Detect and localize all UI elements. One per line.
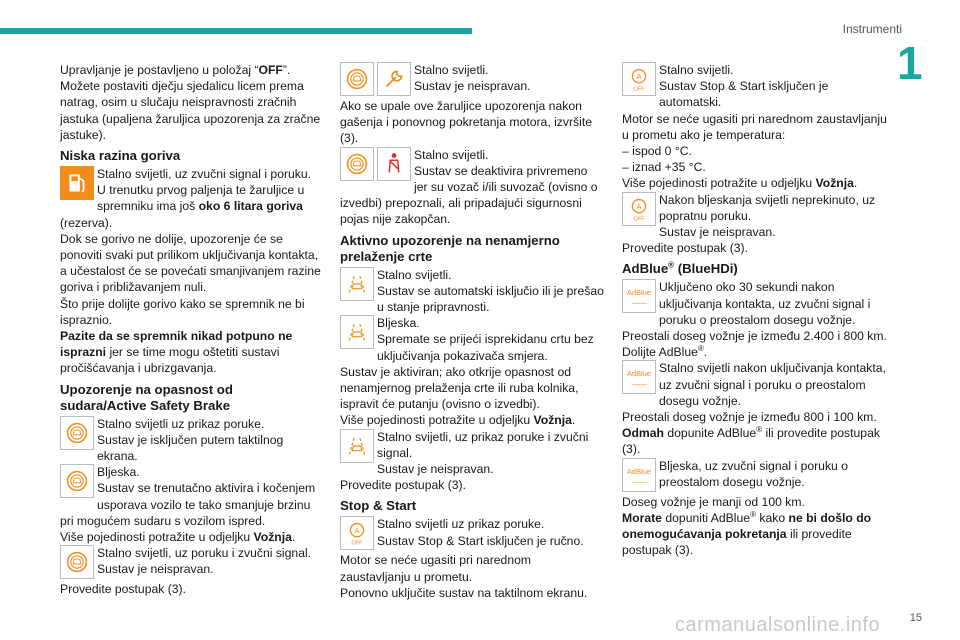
collision-warning-icon: [60, 416, 94, 450]
adblue-range-3: Doseg vožnje je manji od 100 km.: [622, 494, 805, 509]
collision-warning-icon: [60, 545, 94, 579]
temp-list-item-1: – ispod 0 °C.: [622, 144, 692, 159]
lane-text-3: Stalno svijetli, uz prikaz poruke i zvučni signal. Sustav je neispravan.: [377, 429, 589, 477]
lane-block-3: [340, 429, 604, 478]
seatbelt-text: Stalno svijetli. Sustav se deaktivira privremeno jer su vozač i/ili suvozač (ovisno o izvedbi) prepoznali, ali pripadajući sigurnosni pojas nije zakopčan.: [340, 147, 598, 227]
fuel-text: Stalno svijetli, uz zvučni signal i poruku. U trenutku prvog paljenja te žaruljice u spremniku ima još oko 6 litara goriva (rezerva).: [60, 167, 312, 230]
adblue-refill-3: Morate dopuniti AdBlue® kako ne bi došlo do onemogućavanja pokretanja ili provedite postupak (3).: [622, 509, 872, 558]
lane-paragraph-2: Sustav je aktiviran; ako otkrije opasnost od nenamjernog prelaženja crte ili ruba kolnika, ispravit će putanju (ovisno o izvedbi).: [340, 364, 579, 412]
stopstart-block-3: [622, 192, 888, 241]
stopstart-procedure: Provedite postupak (3).: [622, 241, 749, 256]
temp-list-item-2: – iznad +35 °C.: [622, 160, 706, 175]
fault-block: [340, 62, 604, 98]
column-3: [622, 62, 888, 558]
lane-block-1: [340, 267, 604, 316]
stop-start-letter: A: [354, 526, 360, 536]
brake-heading: Upozorenje na opasnost od sudara/Active Safety Brake: [60, 381, 233, 413]
stop-start-off-icon: [340, 516, 374, 550]
brake-block-1: [60, 416, 322, 465]
stop-start-off-icon: [622, 192, 656, 226]
stopstart-temp-intro: Motor se neće ugasiti pri narednom zaustavljanju u prometu ako je temperatura:: [622, 111, 887, 142]
fuel-paragraph-3: Što prije dolijte gorivo kako se spremnik ne bi ispraznio.: [60, 296, 305, 327]
adblue-text-1: Uključeno oko 30 sekundi nakon uključivanja kontakta, uz zvučni signal i poruku o preostalom dosegu vožnje.: [659, 280, 871, 327]
adblue-text-3: Bljeska, uz zvučni signal i poruku o preostalom dosegu vožnje.: [659, 458, 849, 489]
lane-departure-icon: [340, 267, 374, 301]
fuel-paragraph-2: Dok se gorivo ne dolije, upozorenje će se ponoviti svaki put prilikom uključivanja kontakta, a učestalost će se povećati smanjivanjem razine goriva i približavanjem nuli.: [60, 231, 321, 295]
brake-more-link: Više pojedinosti potražite u odjeljku Vožnja.: [60, 530, 296, 545]
lane-heading: Aktivno upozorenje na nenamjerno prelaženje crte: [340, 232, 560, 264]
off-label: OFF: [351, 540, 363, 547]
brake-procedure: Provedite postupak (3).: [60, 582, 187, 597]
lane-more-link: Više pojedinosti potražite u odjeljku Vožnja.: [340, 413, 576, 428]
lane-block-2: [340, 315, 604, 364]
stopstart-text-2: Stalno svijetli. Sustav Stop & Start isključen je automatski.: [659, 63, 829, 110]
fuel-pump-icon: [60, 166, 94, 200]
adblue-icon: AdBlue ﹏﹏: [622, 360, 656, 394]
stopstart-more-link: Više pojedinosti potražite u odjeljku Vožnja.: [622, 176, 858, 191]
fault-more: Ako se upale ove žaruljice upozorenja nakon gašenja i ponovnog pokretanja motora, izvršite (3).: [340, 99, 593, 146]
chapter-number: 1: [897, 37, 923, 89]
brake-block-3: [60, 545, 322, 581]
wrench-icon: [377, 62, 411, 96]
adblue-range-2: Preostali doseg vožnje je između 800 i 100 km.: [622, 410, 877, 425]
stop-start-letter: A: [636, 201, 642, 211]
lane-departure-icon: [340, 315, 374, 349]
seatbelt-block: [340, 147, 604, 228]
header-accent-bar: [0, 28, 472, 34]
page-number: 15: [909, 612, 922, 624]
lane-departure-icon: [340, 429, 374, 463]
stop-start-off-icon: [622, 62, 656, 96]
brake-text-2: Bljeska. Sustav se trenutačno aktivira i kočenjem usporava vozilo te tako smanjuje brzinu pri mogućem sudaru s vozilom ispred.: [60, 465, 316, 528]
column-2: [340, 62, 604, 601]
lane-procedure: Provedite postupak (3).: [340, 478, 467, 493]
section-title: Instrumenti: [842, 22, 902, 36]
adblue-icon: AdBlue ﹏﹏: [622, 458, 656, 492]
fault-text: Stalno svijetli. Sustav je neispravan.: [414, 63, 531, 94]
adblue-refill-2: Odmah dopunite AdBlue® ili provedite postupak (3).: [622, 425, 880, 457]
stop-start-letter: A: [636, 72, 642, 81]
stopstart-paragraph-3: Ponovno uključite sustav na taktilnom ekranu.: [340, 585, 588, 600]
stopstart-text-3: Nakon bljeskanja svijetli neprekinuto, uz popratnu poruku. Sustav je neispravan.: [659, 192, 876, 240]
stopstart-block-2: [622, 62, 888, 111]
adblue-refill-1: Dolijte AdBlue®.: [622, 344, 708, 360]
stopstart-heading: Stop & Start: [340, 498, 417, 514]
off-label: OFF: [633, 215, 645, 222]
brake-block-2: [60, 464, 322, 529]
seatbelt-icon: [377, 147, 411, 181]
brake-text-1: Stalno svijetli uz prikaz poruke. Sustav je isključen putem taktilnog ekrana.: [97, 416, 284, 464]
lane-text-1: Stalno svijetli. Sustav se automatski isključio ili je prešao u stanje pripravnosti.: [377, 267, 604, 315]
collision-warning-icon: [340, 62, 374, 96]
adblue-text-2: Stalno svijetli nakon uključivanja kontakta, uz zvučni signal i poruku o preostalom dosegu vožnje.: [659, 361, 886, 408]
lane-text-2: Bljeska. Spremate se prijeći isprekidanu crtu bez uključivanja pokazivača smjera.: [377, 316, 594, 363]
intro-paragraph: Upravljanje je postavljeno u položaj “OFF”. Možete postaviti dječju sjedalicu licem prema natrag, osim u slučaju neispravnosti zračnih jastuka (upaljena žaruljica upozorenja za zračne jastuke).: [60, 63, 321, 142]
adblue-block-1: [622, 279, 888, 328]
watermark: carmanualsonline.info: [675, 614, 881, 636]
collision-warning-icon: [340, 147, 374, 181]
adblue-icon: AdBlue ﹏﹏: [622, 279, 656, 313]
stopstart-paragraph-2: Motor se neće ugasiti pri narednom zaustavljanju u prometu.: [340, 553, 532, 584]
off-label: OFF: [633, 86, 645, 93]
brake-text-3: Stalno svijetli, uz poruku i zvučni signal. Sustav je neispravan.: [97, 546, 312, 577]
adblue-block-2: [622, 360, 888, 409]
fuel-block: [60, 166, 322, 231]
adblue-range-1: Preostali doseg vožnje je između 2.400 i 800 km.: [622, 329, 887, 344]
stopstart-text-1: Stalno svijetli uz prikaz poruke. Sustav Stop & Start isključen je ručno.: [377, 517, 584, 548]
column-1: [60, 62, 322, 597]
adblue-block-3: [622, 458, 888, 494]
fuel-heading: Niska razina goriva: [60, 148, 181, 164]
fuel-paragraph-4: Pazite da se spremnik nikad potpuno ne isprazni jer se time mogu oštetiti sustavi pročišćavanja i ubrizgavanja.: [60, 329, 293, 376]
adblue-heading: AdBlue® (BlueHDi): [622, 261, 738, 277]
collision-warning-icon: [60, 464, 94, 498]
stopstart-block-1: [340, 516, 604, 552]
